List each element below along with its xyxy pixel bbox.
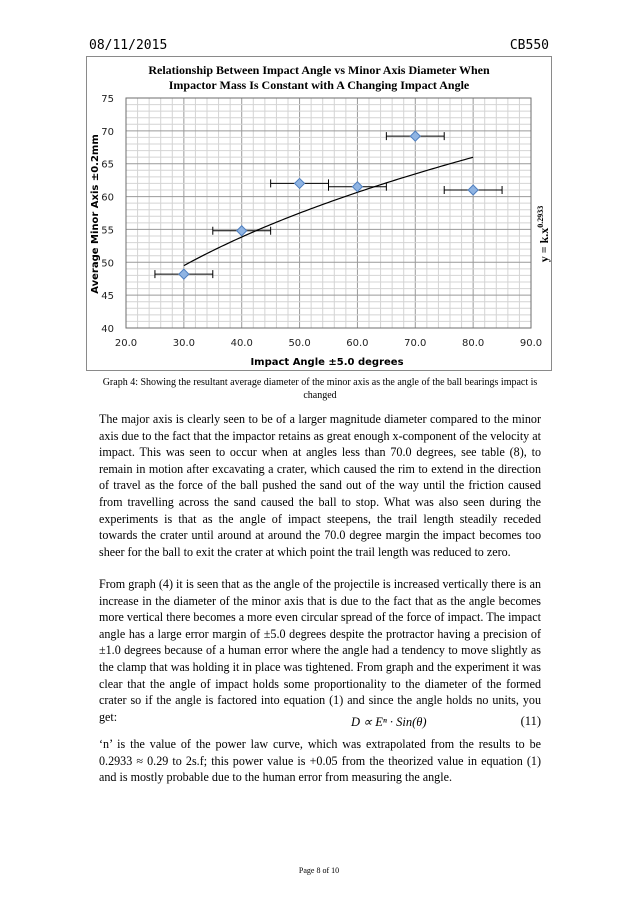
x-tick-label: 70.0 [404,338,427,349]
x-tick-label: 90.0 [519,338,543,349]
x-tick-label: 60.0 [346,338,369,349]
y-tick-label: 50 [101,258,114,270]
trendline-equation-base: y = k.x [537,227,551,263]
graph-caption: Graph 4: Showing the resultant average diameter of the minor axis as the angle of the ball bearings impact is changed [102,377,538,401]
trendline-equation-exponent: 0.2933 [536,205,545,228]
chart-title-line-1: Relationship Between Impact Angle vs Minor Axis Diameter When [148,63,490,77]
page-header [89,38,549,58]
x-tick-label: 40.0 [230,338,253,349]
impact-angle-chart [86,56,552,371]
x-tick-label: 20.0 [114,338,138,349]
y-tick-label: 75 [101,94,114,105]
y-tick-label: 40 [101,324,114,335]
header-date: 08/11/2015 [89,38,168,53]
paragraph-graph-analysis: From graph (4) it is seen that as the angle of the projectile is increased vertically there is an increase in the diameter of the minor axis that is due to the fact that as the angle becomes more vertical there becomes a more even circular spread of the force of impact. The impact angle has a large error margin of ±5.0 degrees despite the protractor having a precision of ±1.0 degrees because of a human error where the angle had a tendency to move slightly as the clamp that was holding it in place was tightened. From graph and the experiment it was clear that the angle of impact holds some proportionality to the diameter of the formed crater so if the angle is factored into equation (1) and since the angle holds no units, you get: [99,577,541,724]
y-tick-label: 45 [101,291,114,303]
x-tick-label: 30.0 [172,338,195,349]
equation-formula: D ∝ Eⁿ · Sin(θ) [351,715,427,729]
equation-number: (11) [520,714,541,728]
x-tick-label: 80.0 [462,338,485,349]
paragraph-major-axis: The major axis is clearly seen to be of a larger magnitude diameter compared to the minor axis due to the fact that the impactor retains as great enough x-component of the velocity at impact. This was seen to occur when at angles less than 70.0 degrees, see table (8), to remain in motion after excavating a crater, which caused the rim to extend in the direction of travel as the force of the ball pushed the sand out of the way until the friction caused from travelling across the sand caused the ball to stop. What was also seen during the experiments is that as the angle of impact steepens, the trail length steadily receded towards the crater until around at around the 70.0 degree margin the impact becomes too sheer for the ball to exit the crater at which point the trail length was reduced to zero. [99,412,541,559]
x-tick-label: 50.0 [288,338,311,349]
x-axis-label: Impact Angle ±5.0 degrees [250,357,404,368]
header-code: CB550 [509,38,549,53]
paragraph-power-law: ‘n’ is the value of the power law curve, which was extrapolated from the results to be 0.2933 ≈ 0.29 to 2s.f; this power value is +0.05 from the theorized value in equation (1) and is mostly probable due to the human error from measuring the angle. [99,737,541,785]
chart-title-line-2: Impactor Mass Is Constant with A Changing Impact Angle [168,78,470,92]
page-footer: Page 8 of 10 [298,866,340,875]
chart-border [87,57,552,371]
y-tick-label: 70 [101,126,114,138]
y-tick-label: 65 [101,159,114,171]
y-tick-label: 55 [101,225,114,237]
y-tick-label: 60 [101,192,114,204]
y-axis-label: Average Minor Axis ±0.2mm [90,134,101,294]
equation-11 [99,714,541,734]
